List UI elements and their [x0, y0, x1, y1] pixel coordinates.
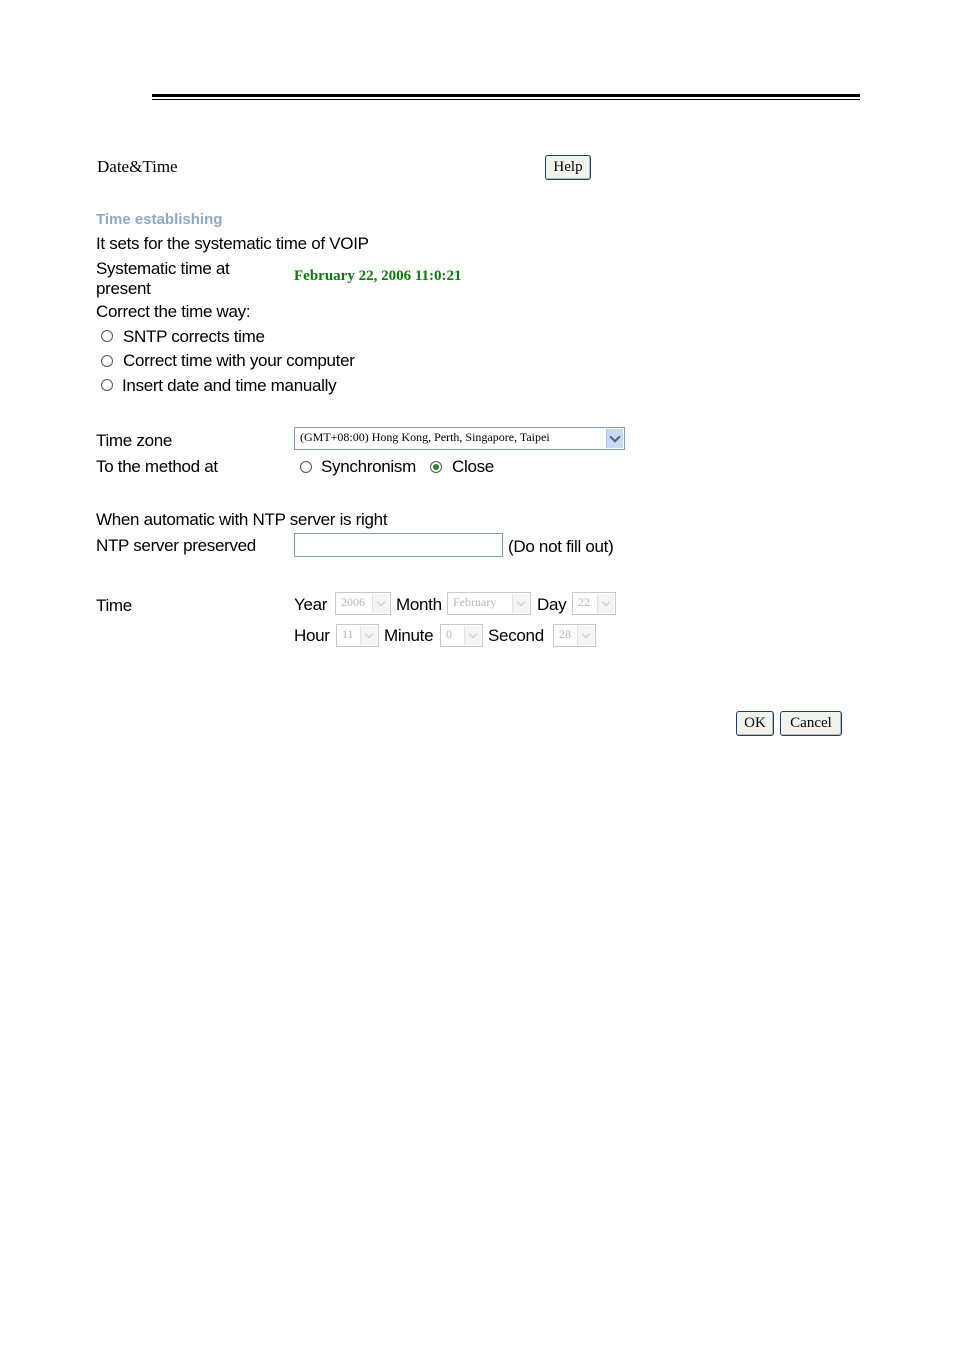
ntp-heading: When automatic with NTP server is right [96, 510, 388, 529]
systematic-time-value: February 22, 2006 11:0:21 [294, 268, 462, 284]
chevron-down-icon [360, 626, 377, 645]
chevron-down-icon [464, 626, 481, 645]
cancel-button[interactable]: Cancel [780, 711, 842, 736]
time-label: Time [96, 596, 132, 615]
hour-value: 11 [342, 627, 354, 641]
sntp-option-label: SNTP corrects time [123, 327, 265, 346]
header-rule-thick [152, 94, 860, 97]
timezone-select[interactable] [294, 427, 625, 450]
year-select[interactable] [335, 592, 391, 615]
second-value: 28 [559, 627, 571, 641]
systematic-time-label-line1: Systematic time at [96, 259, 230, 278]
computer-time-radio[interactable] [101, 355, 113, 367]
chevron-down-icon [372, 594, 389, 613]
day-select[interactable] [572, 592, 616, 615]
month-select[interactable] [447, 592, 531, 615]
systematic-time-label-line2: present [96, 279, 151, 298]
chevron-down-icon [577, 626, 594, 645]
section-title: Time establishing [96, 211, 223, 228]
synchronism-label: Synchronism [321, 457, 416, 476]
correct-way-label: Correct the time way: [96, 302, 251, 321]
ntp-label: NTP server preserved [96, 536, 256, 555]
month-label: Month [396, 595, 442, 614]
page-title: Date&Time [97, 157, 178, 176]
chevron-down-icon [512, 594, 529, 613]
hour-select[interactable] [336, 624, 379, 647]
method-label: To the method at [96, 457, 218, 476]
manual-time-option-label: Insert date and time manually [122, 376, 337, 395]
timezone-label: Time zone [96, 431, 173, 450]
ok-button[interactable]: OK [736, 711, 774, 736]
header-rule-thin [152, 99, 860, 100]
year-value: 2006 [341, 595, 365, 609]
hour-label: Hour [294, 626, 330, 645]
year-label: Year [294, 595, 328, 614]
minute-value: 0 [446, 627, 452, 641]
month-value: February [453, 595, 497, 609]
close-label: Close [452, 457, 494, 476]
second-label: Second [488, 626, 544, 645]
day-value: 22 [578, 595, 590, 609]
description-text: It sets for the systematic time of VOIP [96, 234, 369, 253]
close-radio[interactable] [430, 461, 442, 473]
second-select[interactable] [553, 624, 596, 647]
synchronism-radio[interactable] [300, 461, 312, 473]
computer-time-option-label: Correct time with your computer [123, 351, 355, 370]
minute-label: Minute [384, 626, 434, 645]
sntp-radio[interactable] [101, 330, 113, 342]
manual-time-radio[interactable] [101, 379, 113, 391]
help-button[interactable]: Help [545, 155, 591, 180]
minute-select[interactable] [440, 624, 483, 647]
ntp-hint: (Do not fill out) [508, 537, 614, 556]
day-label: Day [537, 595, 567, 614]
chevron-down-icon [606, 429, 623, 448]
timezone-value: (GMT+08:00) Hong Kong, Perth, Singapore, Taipei [300, 430, 550, 444]
ntp-server-input[interactable] [294, 533, 503, 557]
chevron-down-icon [597, 594, 614, 613]
